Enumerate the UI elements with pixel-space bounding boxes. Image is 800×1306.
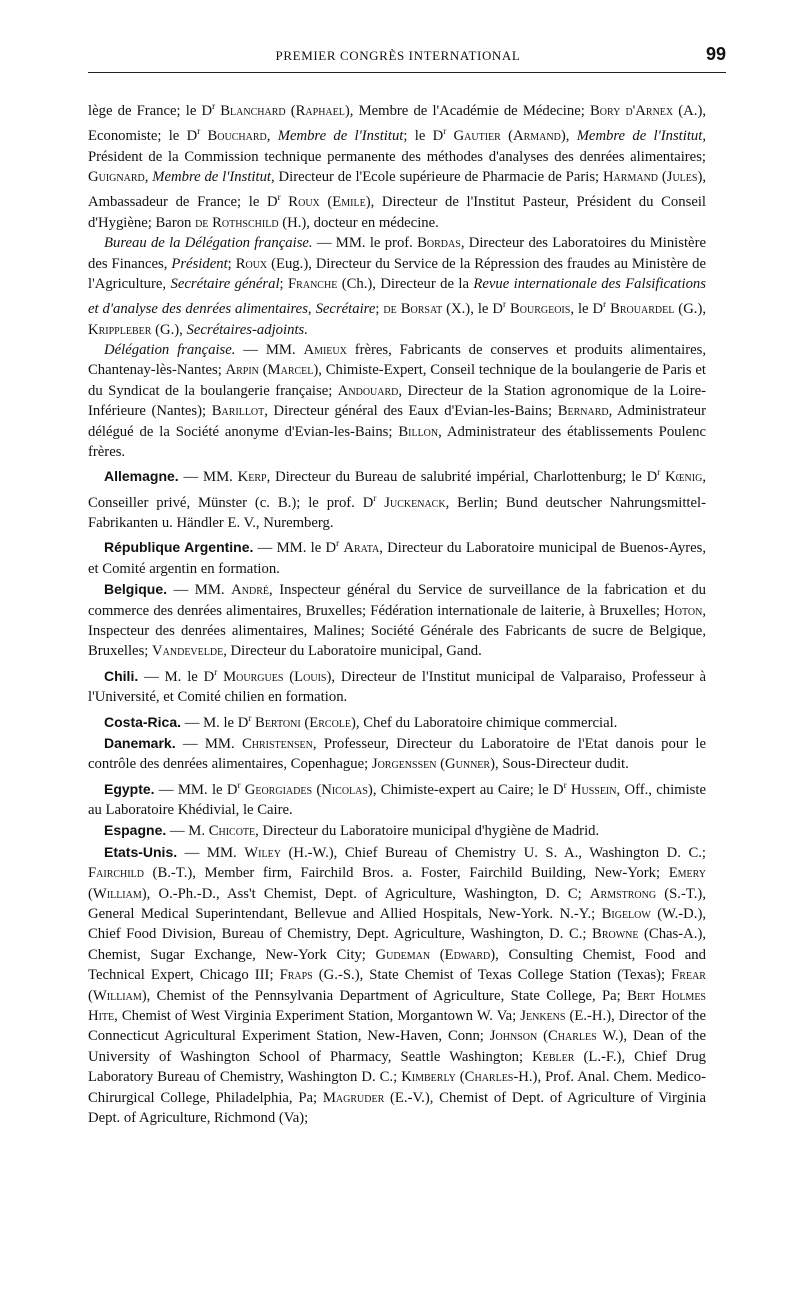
person-name: Bordas: [417, 235, 461, 252]
person-name: Krippleber: [88, 321, 152, 338]
italic-text: Revue internationale des Falsifications et d'analyse des denrées alimentaires: [88, 275, 706, 318]
person-name: Arpin (Marcel): [225, 362, 319, 379]
text-run: , Inspecteur général du Service de surveillance de la fabrication et du commerce des denrées alimentaires, Bruxelles; Fédération internationale de laiterie, à Bruxelles;: [88, 582, 707, 619]
country-heading: Egypte.: [104, 780, 155, 797]
superscript: r: [603, 299, 607, 310]
text-run: ; le D: [403, 128, 444, 145]
person-name: Kerp: [237, 469, 267, 486]
person-name: Bertoni (Ercole): [255, 714, 356, 731]
text-run: ,: [307, 301, 316, 318]
person-name: Emery (William): [88, 865, 706, 902]
text-run: , Directeur de l'Institut Pasteur, Président du Conseil d'Hygiène; Baron: [88, 194, 707, 231]
person-name: Fairchild: [88, 865, 144, 882]
superscript: r: [212, 101, 216, 111]
text-run: — M. le D: [181, 714, 249, 731]
person-name: Kimberly (Charles-H.): [401, 1069, 538, 1086]
person-name: Jenkens: [520, 1007, 566, 1024]
paragraph: [88, 708, 706, 733]
text-run: , Berlin; Bund deutscher Nahrungsmittel-Fabrikanten u. Händler E. V., Nuremberg.: [88, 494, 707, 532]
person-name: Armstrong: [589, 885, 657, 902]
person-name: Bernard: [557, 403, 609, 420]
italic-text: Délégation française.: [104, 342, 236, 359]
page-body: [88, 96, 706, 1128]
text-run: (E.-V.), Chemist of Dept. of Agriculture of Virginia Dept. of Agriculture, Richmond (Va);: [88, 1089, 707, 1126]
text-run: frères, Fabricants de conserves et produits alimentaires, Chantenay-lès-Nantes;: [88, 342, 706, 379]
text-run: , Administrateur des établissements Poulenc frères.: [88, 423, 706, 461]
text-run: , Directeur du Laboratoire municipal d'hygiène de Madrid.: [255, 823, 600, 840]
page-number: 99: [705, 44, 726, 64]
text-run: (B.-T.), Member firm, Fairchild Bros. a. Foster, Fairchild Building, New-York;: [143, 865, 669, 882]
person-name: Browne: [592, 926, 639, 943]
text-run: , O.-Ph.-D., Ass't Chemist, Dept. of Agriculture, Washington, D. C;: [146, 885, 590, 902]
superscript: r: [336, 538, 340, 549]
text-run: — MM.: [167, 582, 232, 599]
person-name: Kebler: [532, 1048, 575, 1065]
person-name: Arata: [343, 540, 380, 557]
text-run: ,: [266, 128, 278, 145]
text-run: — MM.: [178, 469, 238, 486]
text-run: — MM.: [177, 844, 245, 861]
text-run: — MM. le D: [253, 540, 337, 557]
person-name: Wiley: [244, 844, 281, 861]
text-run: , Chimiste-Expert, Conseil technique de la boulangerie de Paris et du Syndicat de la boulangerie française;: [88, 362, 706, 399]
person-name: de Borsat: [383, 301, 443, 318]
text-run: (E.-H.), Director of the Connecticut Agricultural Experiment Station, New-Haven, Conn;: [88, 1007, 706, 1045]
text-run: — M.: [166, 823, 209, 840]
text-run: (L.-F.), Chief Drug Laboratory Bureau of Chemistry, Washington D. C.;: [88, 1048, 707, 1086]
text-run: , Chef du Laboratoire chimique commercial.: [355, 714, 618, 731]
text-run: [446, 128, 453, 144]
country-heading: Allemagne.: [104, 468, 179, 485]
person-name: Brouardel: [610, 301, 675, 318]
text-run: , Chemist of West Virginia Experiment Station, Morgantown W. Va;: [114, 1007, 521, 1024]
paragraph: [88, 96, 706, 233]
paragraph: [88, 579, 706, 662]
text-run: (Chas-A.), Chemist, Sugar Exchange, New-York City;: [88, 926, 707, 963]
country-heading: Costa-Rica.: [104, 713, 182, 730]
country-heading: Etats-Unis.: [104, 843, 178, 860]
person-name: Amieux: [303, 342, 347, 359]
person-name: Chicote: [208, 823, 256, 840]
person-name: Bigelow: [601, 905, 651, 922]
person-name: Roux (Emile): [288, 194, 371, 211]
person-name: Jorgenssen (Gunner): [371, 756, 495, 773]
text-run: , Chimiste-expert au Caire; le D: [372, 781, 564, 798]
text-run: — MM.: [175, 735, 242, 752]
superscript: r: [248, 712, 252, 723]
person-name: Georgiades (Nicolas): [244, 781, 373, 798]
italic-text: Bureau de la Délégation française.: [104, 235, 313, 252]
text-run: ,: [565, 128, 577, 145]
person-name: Billon: [398, 423, 439, 440]
superscript: r: [237, 779, 241, 790]
text-run: (G.-S.), State Chemist of Texas College Station (Texas);: [312, 967, 672, 984]
person-name: Roux: [235, 255, 268, 272]
person-name: Bourgeois: [509, 301, 571, 318]
text-run: (G.),: [674, 301, 707, 318]
superscript: r: [657, 467, 661, 478]
person-name: Johnson (Charles: [489, 1028, 597, 1045]
superscript: r: [214, 666, 218, 677]
text-run: (S.-T.), General Medical Superintendant, Bellevue and Allied Hospitals, New-York. N.-Y.;: [88, 885, 706, 922]
text-run: (H.-W.), Chief Bureau of Chemistry U. S. A., Washington D. C.;: [280, 844, 707, 861]
text-run: , Membre de l'Académie de Médecine;: [349, 102, 590, 119]
italic-text: Membre de l'Institut: [152, 169, 271, 185]
country-heading: Espagne.: [104, 822, 167, 839]
text-run: (W.-D.), Chief Food Division, Bureau of Chemistry, Dept. Agriculture, Washington, D. C.;: [88, 905, 707, 943]
italic-text: Secrétaire: [315, 301, 376, 318]
text-run: , le D: [570, 301, 604, 318]
person-name: Franche: [288, 275, 338, 292]
text-run: , Chemist of the Pennsylvania Department of Agriculture, State College, Pa;: [146, 987, 628, 1004]
person-name: Vandevelde: [152, 643, 224, 660]
paragraph: [88, 775, 706, 821]
text-run: , Prof. Anal. Chem. Medico-Chirurgical College, Philadelphia, Pa;: [88, 1069, 707, 1106]
country-heading: Belgique.: [104, 581, 168, 598]
person-name: Bert Holmes Hite: [88, 987, 706, 1024]
text-run: (G.),: [151, 321, 187, 338]
text-run: lège de France; le D: [88, 102, 213, 119]
paragraph: [88, 462, 706, 533]
country-heading: République Argentine.: [104, 539, 254, 556]
text-run: ;: [227, 255, 236, 272]
superscript: r: [197, 126, 201, 137]
paragraph: [88, 340, 706, 462]
person-name: Blanchard (Raphael): [220, 102, 350, 119]
country-heading: Chili.: [104, 667, 139, 684]
text-run: — MM. le D: [154, 781, 238, 798]
person-name: Christensen: [241, 735, 313, 752]
text-run: , Consulting Chemist, Food and Technical Expert, Chicago III;: [88, 946, 706, 984]
person-name: Mourgues (Louis): [223, 668, 332, 685]
text-run: , Directeur de l'Ecole supérieure de Pharmacie de Paris;: [271, 169, 603, 185]
paragraph: [88, 233, 706, 340]
paragraph: [88, 842, 706, 1129]
running-title: PREMIER CONGRÈS INTERNATIONAL: [275, 48, 521, 63]
text-run: , Président de la Commission technique permanente des méthodes d'analyses des denrées alimentaires;: [88, 128, 707, 165]
superscript: r: [503, 299, 506, 310]
paragraph: [88, 733, 706, 775]
text-run: , Off., chimiste au Laboratoire Khédivial, le Caire.: [88, 781, 706, 818]
person-name: Magruder: [322, 1089, 385, 1106]
text-run: , Inspecteur des denrées alimentaires, Malines; Société Générale des Fabricants de sucre de Belgique, Bruxelles;: [88, 602, 706, 660]
person-name: Bory d'Arnex: [589, 102, 674, 119]
text-run: , Directeur des Laboratoires du Ministère des Finances,: [88, 235, 706, 272]
text-run: (Eug.), Directeur du Service de la Répression des fraudes au Ministère de l'Agriculture,: [88, 255, 706, 292]
text-run: , Directeur du Laboratoire municipal de Buenos-Ayres, et Comité argentin en formation.: [88, 540, 707, 577]
text-run: ;: [279, 275, 289, 292]
text-run: (X.), le D: [442, 301, 503, 318]
person-name: Hoton: [664, 602, 703, 619]
page-header: [88, 44, 726, 78]
paragraph: [88, 533, 706, 579]
person-name: Gautier (Armand): [453, 128, 566, 145]
italic-text: Secrétaire général: [170, 275, 280, 292]
superscript: r: [277, 192, 281, 203]
header-rule: [88, 72, 726, 73]
country-heading: Danemark.: [104, 734, 176, 751]
paragraph: [88, 820, 706, 841]
person-name: Frear (William): [88, 967, 706, 1004]
text-run: , Conseiller privé, Münster (c. B.); le prof. D: [88, 469, 707, 511]
text-run: , Directeur du Bureau de salubrité impérial, Charlottenburg; le D: [266, 469, 658, 486]
text-run: , Administrateur délégué de la Société anonyme d'Evian-les-Bains;: [88, 403, 706, 440]
text-run: , Professeur, Directeur du Laboratoire de l'Etat danois pour le contrôle des denrées alimentaires, Copenhague;: [88, 735, 706, 773]
text-run: , Directeur de l'Institut municipal de Valparaiso, Professeur à l'Université, et Comité chilien en formation.: [88, 668, 707, 706]
person-name: Fraps: [279, 967, 313, 984]
text-run: ;: [375, 301, 384, 318]
person-name: Gudeman (Edward): [375, 946, 496, 963]
text-run: [200, 128, 207, 144]
person-name: Andouard: [337, 382, 399, 399]
text-run: (H.), docteur en médecine.: [278, 214, 439, 231]
text-run: (Ch.), Directeur de la: [337, 275, 474, 292]
text-run: — M. le D: [138, 668, 215, 685]
text-run: , Ambassadeur de France; le D: [88, 169, 707, 211]
person-name: Guignard: [88, 169, 145, 185]
text-run: (A.), Economiste; le D: [88, 102, 707, 145]
text-run: , Sous-Directeur dudit.: [494, 756, 629, 773]
italic-text: Membre de l'Institut: [576, 128, 703, 145]
text-run: W.), Dean of the University of Washington School of Pharmacy, Seattle Washington;: [88, 1028, 706, 1065]
superscript: r: [443, 126, 447, 137]
text-run: , Directeur du Laboratoire municipal, Gand.: [223, 643, 482, 660]
superscript: r: [563, 779, 567, 790]
superscript: r: [373, 492, 377, 503]
person-name: de Rothschild: [195, 214, 279, 231]
person-name: Harmand (Jules): [602, 169, 703, 185]
text-run: — MM.: [235, 342, 304, 359]
italic-text: Président: [171, 255, 228, 272]
italic-text: Membre de l'Institut: [277, 128, 404, 145]
person-name: Hussein: [570, 781, 617, 798]
person-name: André: [231, 582, 269, 599]
text-run: , Directeur général des Eaux d'Evian-les-Bains;: [264, 403, 558, 420]
paragraph: [88, 662, 706, 708]
person-name: Barillot: [211, 403, 265, 420]
text-run: , Directeur de la Station agronomique de la Loire-Inférieure (Nantes);: [88, 382, 706, 420]
text-run: — MM. le prof.: [312, 235, 418, 252]
person-name: Bouchard: [207, 128, 267, 145]
text-run: ,: [144, 169, 153, 185]
person-name: Kœnig: [665, 469, 703, 486]
person-name: Juckenack: [384, 494, 446, 511]
italic-text: Secrétaires-adjoints.: [186, 321, 308, 338]
